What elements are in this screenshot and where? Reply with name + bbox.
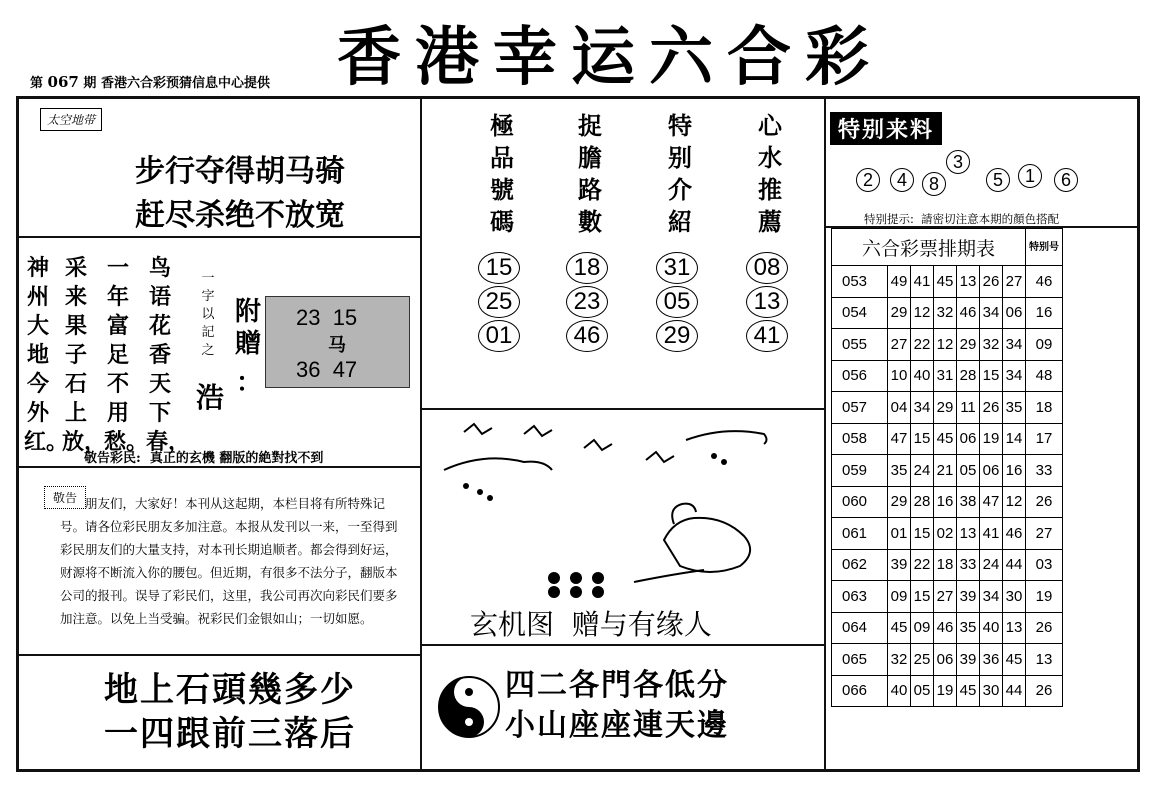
number-cell: 15 bbox=[911, 518, 934, 550]
number-cell: 45 bbox=[934, 423, 957, 455]
number-cell: 45 bbox=[957, 675, 980, 707]
table-row bbox=[832, 329, 1063, 361]
special-cell: 27 bbox=[1026, 518, 1063, 550]
table-row bbox=[832, 360, 1063, 392]
number-cell: 06 bbox=[934, 644, 957, 676]
number-cell: 40 bbox=[911, 360, 934, 392]
number-cell: 35 bbox=[957, 612, 980, 644]
number-cell: 33 bbox=[957, 549, 980, 581]
number-cell: 46 bbox=[934, 612, 957, 644]
table-row bbox=[832, 297, 1063, 329]
divider bbox=[422, 644, 824, 646]
notice-text: 朋友们，大家好！本刊从这起期，本栏目将有所特殊记号。请各位彩民朋友多加注意。本报从发刊以一来，一至得到彩民朋友们的大量支持，对本刊长期追顺者。都会得到好运，财源将不断流入你的腰包。但近期，有很多不法分子，翻版本公司的报刊。误导了彩民们，这里，我公司再次向彩民们要多加注意。以免上当受骗。祝彩民们金银如山；一切如愿。 bbox=[60, 496, 398, 626]
column-label: 心水推薦 bbox=[758, 112, 782, 236]
number-cell: 44 bbox=[1003, 549, 1026, 581]
poem-line: 步行夺得胡马骑 bbox=[135, 154, 345, 189]
number-cell: 41 bbox=[980, 518, 1003, 550]
table-body bbox=[832, 266, 1063, 707]
circled-number: 46 bbox=[566, 320, 608, 352]
special-number: 5 bbox=[986, 168, 1010, 192]
table-row bbox=[832, 581, 1063, 613]
number-cell: 49 bbox=[888, 266, 911, 298]
xuanji-illustration bbox=[424, 412, 822, 602]
issue-suffix: 期 bbox=[83, 76, 97, 91]
column-label: 極品號碼 bbox=[490, 112, 514, 236]
number-cell: 45 bbox=[1003, 644, 1026, 676]
divider bbox=[824, 98, 826, 770]
issue-cell: 056 bbox=[832, 360, 888, 392]
column-label: 捉膽路數 bbox=[578, 112, 602, 236]
number-cell: 34 bbox=[1003, 329, 1026, 361]
number-cell: 28 bbox=[911, 486, 934, 518]
provider-text: 香港六合彩预猜信息中心提供 bbox=[100, 76, 270, 91]
number-cell: 32 bbox=[934, 297, 957, 329]
number-cell: 16 bbox=[1003, 455, 1026, 487]
number-cell: 40 bbox=[888, 675, 911, 707]
issue-cell: 066 bbox=[832, 675, 888, 707]
number-cell: 27 bbox=[888, 329, 911, 361]
circled-number: 05 bbox=[656, 286, 698, 318]
tip-text: 特别提示: 請密切注意本期的顏色搭配 bbox=[864, 212, 1060, 226]
poem-top bbox=[60, 150, 420, 238]
number-cell: 34 bbox=[911, 392, 934, 424]
number-cell: 04 bbox=[888, 392, 911, 424]
number-cell: 24 bbox=[980, 549, 1003, 581]
vertical-poem-col: 一年富足不用愁。 bbox=[104, 256, 149, 455]
special-cell: 48 bbox=[1026, 360, 1063, 392]
number-cell: 29 bbox=[888, 297, 911, 329]
poem-line: 赶尽杀绝不放宽 bbox=[135, 198, 345, 233]
issue-cell: 054 bbox=[832, 297, 888, 329]
table-row bbox=[832, 549, 1063, 581]
keyword: 浩 bbox=[196, 381, 225, 414]
circled-number: 13 bbox=[746, 286, 788, 318]
number-cell: 40 bbox=[980, 612, 1003, 644]
note-small: 一字以記之 bbox=[201, 271, 215, 358]
table-row bbox=[832, 612, 1063, 644]
circled-number: 41 bbox=[746, 320, 788, 352]
issue-cell: 063 bbox=[832, 581, 888, 613]
number-cell: 34 bbox=[980, 581, 1003, 613]
special-cell: 03 bbox=[1026, 549, 1063, 581]
circled-number: 29 bbox=[656, 320, 698, 352]
number-cell: 05 bbox=[957, 455, 980, 487]
special-cell: 26 bbox=[1026, 486, 1063, 518]
number-cell: 15 bbox=[911, 581, 934, 613]
divider bbox=[422, 408, 824, 410]
issue-cell: 058 bbox=[832, 423, 888, 455]
bird-icon bbox=[664, 518, 750, 572]
special-cell: 26 bbox=[1026, 612, 1063, 644]
number-cell: 34 bbox=[980, 297, 1003, 329]
number-cell: 44 bbox=[1003, 675, 1026, 707]
number-cell: 26 bbox=[980, 266, 1003, 298]
number-cell: 16 bbox=[934, 486, 957, 518]
poem-line: 四二各門各低分 bbox=[505, 668, 729, 703]
poem-middle-bottom bbox=[505, 666, 729, 746]
issue-cell: 065 bbox=[832, 644, 888, 676]
number-cell: 30 bbox=[980, 675, 1003, 707]
number-cell: 25 bbox=[911, 644, 934, 676]
number-cell: 15 bbox=[911, 423, 934, 455]
taiji-icon bbox=[438, 676, 500, 738]
circled-number: 08 bbox=[746, 252, 788, 284]
special-number: 6 bbox=[1054, 168, 1078, 192]
special-cell: 13 bbox=[1026, 644, 1063, 676]
special-cell: 17 bbox=[1026, 423, 1063, 455]
table-header-row bbox=[832, 229, 1063, 266]
special-label: 特别来料 bbox=[830, 112, 942, 145]
image-caption: 玄机图 赠与有缘人 bbox=[470, 608, 712, 641]
number-cell: 32 bbox=[888, 644, 911, 676]
poem-bottom bbox=[40, 668, 420, 756]
bird-icon bbox=[524, 426, 552, 436]
number-cell: 46 bbox=[1003, 518, 1026, 550]
draw-schedule-table bbox=[831, 228, 1063, 707]
number-cell: 27 bbox=[1003, 266, 1026, 298]
number-cell: 15 bbox=[980, 360, 1003, 392]
special-cell: 16 bbox=[1026, 297, 1063, 329]
warning-text: 敬告彩民: 真正的玄機 翻版的絶對找不到 bbox=[84, 451, 324, 466]
number-cell: 02 bbox=[934, 518, 957, 550]
circled-number: 18 bbox=[566, 252, 608, 284]
number-cell: 21 bbox=[934, 455, 957, 487]
issue-cell: 064 bbox=[832, 612, 888, 644]
number-cell: 12 bbox=[1003, 486, 1026, 518]
special-number: 2 bbox=[856, 168, 880, 192]
number-cell: 06 bbox=[957, 423, 980, 455]
issue-prefix: 第 bbox=[30, 76, 44, 91]
table-row bbox=[832, 392, 1063, 424]
issue-cell: 055 bbox=[832, 329, 888, 361]
gift-box bbox=[265, 296, 410, 388]
cloud-icon bbox=[444, 458, 552, 470]
poem-line: 一四跟前三落后 bbox=[104, 714, 356, 754]
number-cell: 19 bbox=[934, 675, 957, 707]
number-cell: 35 bbox=[1003, 392, 1026, 424]
special-cell: 26 bbox=[1026, 675, 1063, 707]
notice-tag: 敬告 bbox=[44, 486, 86, 509]
table-row bbox=[832, 518, 1063, 550]
number-cell: 12 bbox=[934, 329, 957, 361]
number-cell: 30 bbox=[1003, 581, 1026, 613]
special-number: 3 bbox=[946, 150, 970, 174]
column-label: 特别介紹 bbox=[668, 112, 692, 236]
table-row bbox=[832, 486, 1063, 518]
number-cell: 22 bbox=[911, 549, 934, 581]
circled-number: 01 bbox=[478, 320, 520, 352]
issue-cell: 062 bbox=[832, 549, 888, 581]
issue-cell: 061 bbox=[832, 518, 888, 550]
fuzeng-colon: ： bbox=[236, 368, 263, 398]
circled-number: 31 bbox=[656, 252, 698, 284]
bird-icon bbox=[464, 424, 492, 434]
number-cell: 24 bbox=[911, 455, 934, 487]
page-title: 香港幸运六合彩 bbox=[337, 20, 883, 95]
number-cell: 13 bbox=[957, 518, 980, 550]
circled-number: 23 bbox=[566, 286, 608, 318]
vertical-poem-col: 神州大地今外红。 bbox=[24, 256, 69, 455]
issue-cell: 060 bbox=[832, 486, 888, 518]
number-cell: 39 bbox=[957, 644, 980, 676]
table-row bbox=[832, 423, 1063, 455]
number-cell: 29 bbox=[957, 329, 980, 361]
table-row bbox=[832, 675, 1063, 707]
special-cell: 18 bbox=[1026, 392, 1063, 424]
number-cell: 10 bbox=[888, 360, 911, 392]
number-cell: 11 bbox=[957, 392, 980, 424]
issue-cell: 057 bbox=[832, 392, 888, 424]
special-cell: 09 bbox=[1026, 329, 1063, 361]
cloud-icon bbox=[686, 431, 767, 444]
vertical-poem-col: 鸟语花香天下春， bbox=[146, 256, 191, 455]
number-cell: 47 bbox=[980, 486, 1003, 518]
number-cell: 39 bbox=[888, 549, 911, 581]
number-cell: 36 bbox=[980, 644, 1003, 676]
number-cell: 38 bbox=[957, 486, 980, 518]
special-number: 4 bbox=[890, 168, 914, 192]
number-cell: 14 bbox=[1003, 423, 1026, 455]
number-cell: 41 bbox=[911, 266, 934, 298]
table-row bbox=[832, 266, 1063, 298]
number-cell: 06 bbox=[980, 455, 1003, 487]
gift-row: 36 47 bbox=[296, 357, 358, 382]
number-cell: 18 bbox=[934, 549, 957, 581]
number-cell: 35 bbox=[888, 455, 911, 487]
number-cell: 09 bbox=[888, 581, 911, 613]
divider bbox=[420, 98, 422, 770]
gift-row: 23 15 bbox=[296, 305, 358, 330]
circled-number: 25 bbox=[478, 286, 520, 318]
number-cell: 29 bbox=[888, 486, 911, 518]
section-tag: 太空地带 bbox=[40, 108, 102, 131]
special-cell: 19 bbox=[1026, 581, 1063, 613]
table-special-header: 特别号 bbox=[1026, 229, 1063, 266]
number-cell: 28 bbox=[957, 360, 980, 392]
number-cell: 34 bbox=[1003, 360, 1026, 392]
table-title: 六合彩票排期表 bbox=[832, 229, 1026, 266]
number-cell: 13 bbox=[1003, 612, 1026, 644]
poem-line: 地上石頭幾多少 bbox=[104, 670, 356, 710]
number-cell: 31 bbox=[934, 360, 957, 392]
number-cell: 26 bbox=[980, 392, 1003, 424]
table-row bbox=[832, 644, 1063, 676]
issue-cell: 053 bbox=[832, 266, 888, 298]
number-cell: 19 bbox=[980, 423, 1003, 455]
number-cell: 05 bbox=[911, 675, 934, 707]
circled-number: 15 bbox=[478, 252, 520, 284]
number-cell: 01 bbox=[888, 518, 911, 550]
gift-zodiac: 马 bbox=[328, 335, 346, 355]
table-row bbox=[832, 455, 1063, 487]
issue-line bbox=[30, 72, 270, 91]
number-cell: 39 bbox=[957, 581, 980, 613]
vertical-poem-col: 采来果子石上放， bbox=[62, 256, 107, 455]
number-cell: 46 bbox=[957, 297, 980, 329]
special-cell: 33 bbox=[1026, 455, 1063, 487]
number-cell: 22 bbox=[911, 329, 934, 361]
number-cell: 12 bbox=[911, 297, 934, 329]
number-cell: 09 bbox=[911, 612, 934, 644]
special-number: 1 bbox=[1018, 164, 1042, 188]
number-cell: 29 bbox=[934, 392, 957, 424]
number-cell: 45 bbox=[934, 266, 957, 298]
number-cell: 27 bbox=[934, 581, 957, 613]
bird-icon bbox=[646, 452, 674, 462]
special-cell: 46 bbox=[1026, 266, 1063, 298]
issue-number: 067 bbox=[47, 73, 79, 91]
number-cell: 06 bbox=[1003, 297, 1026, 329]
issue-cell: 059 bbox=[832, 455, 888, 487]
number-cell: 47 bbox=[888, 423, 911, 455]
number-cell: 32 bbox=[980, 329, 1003, 361]
number-cell: 45 bbox=[888, 612, 911, 644]
fuzeng-label: 附贈 bbox=[234, 297, 261, 359]
divider bbox=[18, 466, 420, 468]
special-number: 8 bbox=[922, 172, 946, 196]
poem-line: 小山座座連天邊 bbox=[505, 708, 729, 743]
number-cell: 13 bbox=[957, 266, 980, 298]
divider bbox=[18, 654, 420, 656]
bird-icon bbox=[584, 440, 612, 450]
